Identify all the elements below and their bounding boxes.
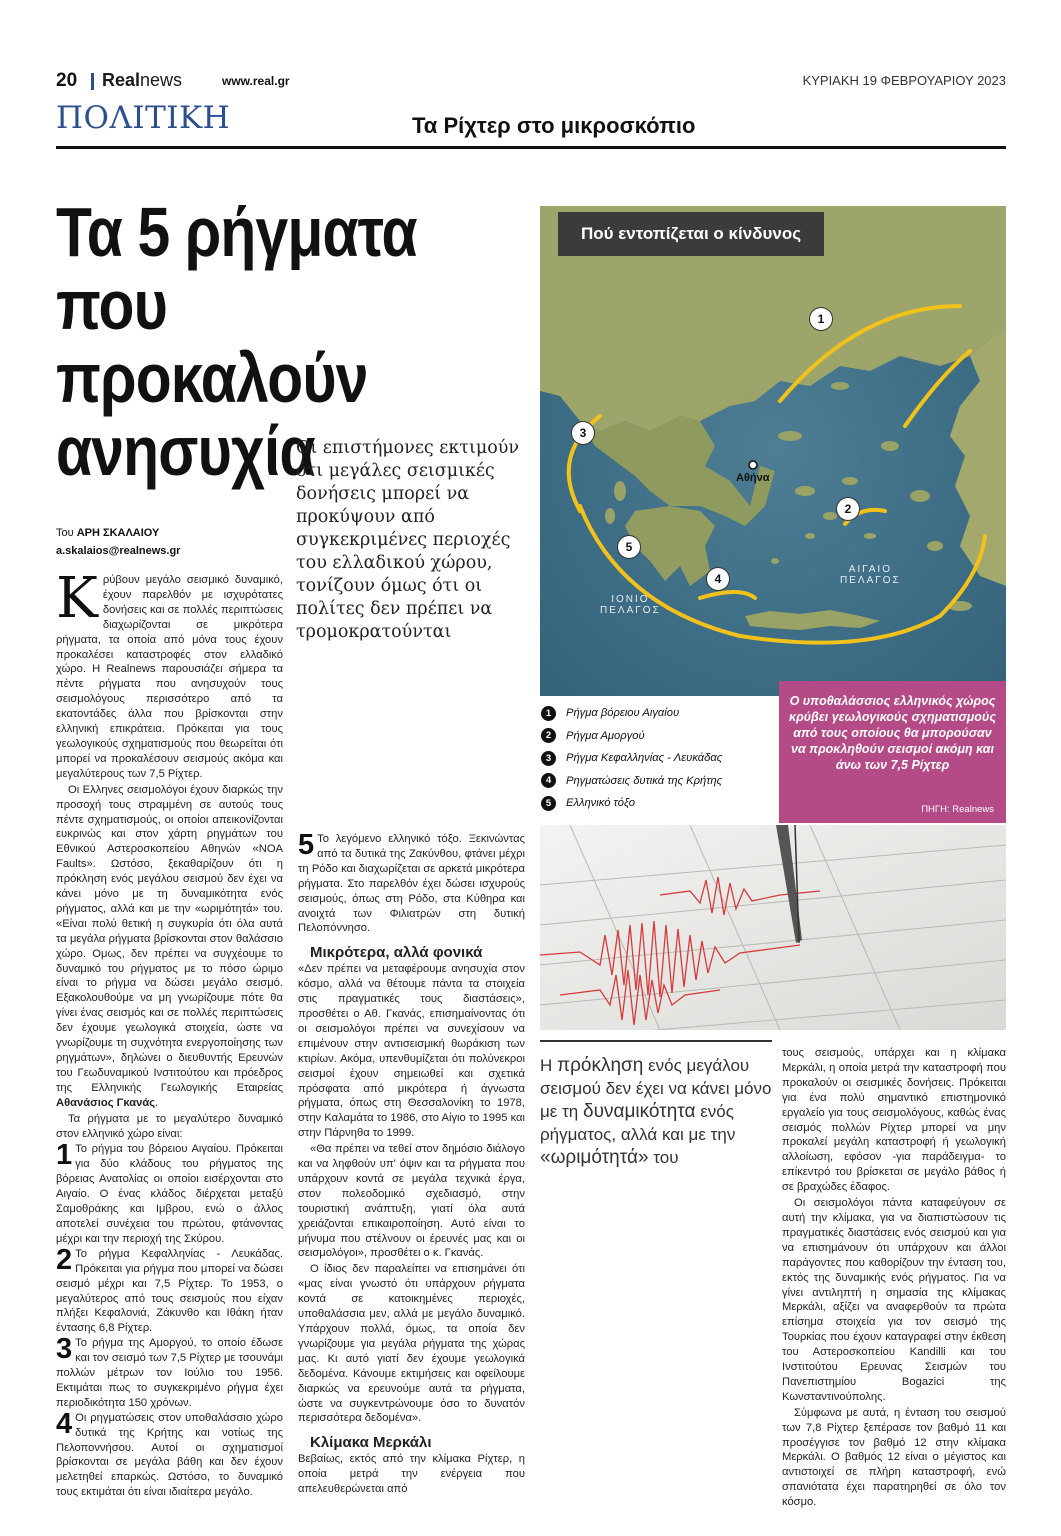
emphasis: δυναμικότητα bbox=[583, 1101, 696, 1122]
map-marker-5: 5 bbox=[618, 536, 640, 558]
fault-item: 5 Το λεγόμενο ελληνικό τόξο. Ξεκινώντας από τα δυτικά της Ζακύνθου, φτάνει μέχρι τη Ρόδο και διαχωρίζεται σε αρκετά μικρότερα ρήγματα. Στο παρελθόν έχει δώσει ισχυρούς σεισμούς, όπως στη Ρόδο, στα Κύθηρα και ανοιχτά των Φιλιατρών στη δυτική Πελοπόννησο. bbox=[298, 829, 525, 935]
legend-item: 2 Ρήγμα Αμοργού bbox=[541, 725, 773, 748]
paragraph: «Δεν πρέπει να μεταφέρουμε ανησυχία στον κόσμο, αλλά να θέτουμε πάντα τα στοιχεία στις πραγματικές τους διαστάσεις», προσθέτει ο Αθ. Γκανάς, επισημαίνοντας ότι οι σεισμολόγοι πρέπει να συνεχίσουν να επιμένουν στην αντισεισμική θωράκιση των κτιρίων. Ακόμα, υπενθυμίζεται ότι πολύνεκροι σεισμοί έχουν σημειωθεί και σχετικά πρόσφατα από μικρότερα ή άγνωστα ρήγματα, όπως στη Θεσσαλονίκη το 1978, στην Καλαμάτα το 1986, στο Αίγιο το 1995 και στην Πάρνηθα το 1999. bbox=[298, 963, 525, 1140]
legend-item: 4 Ρηγματώσεις δυτικά της Κρήτης bbox=[541, 770, 773, 793]
fault-item: 2 Το ρήγμα Κεφαλληνίας - Λευκάδας. Πρόκειται για ρήγμα που μπορεί να δώσει σεισμό μέχρι και 7,5 Ρίχτερ. Το 1953, ο μεγαλύτερος από τους σεισμούς που είχαν πλήξει Κεφαλονιά, Ζάκυνθο και Ιθάκη ήταν έντασης 6,8 Ρίχτερ. bbox=[56, 1243, 283, 1335]
brand-bold: Real bbox=[102, 70, 141, 90]
paragraph: Οι σεισμολόγοι πάντα καταφεύγουν σε αυτή την κλίμακα, για να διαπιστώσουν τις πραγματικές διαστάσεις ενός σεισμού και για να επισημάνουν ότι υπάρχουν και άλλοι παράγοντες που καθορίζουν την ένταση του, εκτός της δυναμικής ενός ρήγματος. Για να γίνει αντιληπτή η σημασία της κλίμακας Μερκάλι, αξίζει να αναφερθούν τα πρώτα επίσημα στοιχεία για τον σεισμό της Τουρκίας που έχουν καταγραφεί στην έκθεση του Αστεροσκοπείου Kandilli και του Ινστιτούτου Ερευνας Σεισμών του Πανεπιστημίου Bogazici της Κωνσταντινούπολης. bbox=[782, 1197, 1006, 1403]
map-graphic bbox=[540, 206, 1006, 696]
fault-item: 3 Το ρήγμα της Αμοργού, το οποίο έδωσε και τον σεισμό των 7,5 Ρίχτερ με τσουνάμι πολλών μέτρων τον Ιούλιο του 1956. Εκτιμάται πως το συγκεκριμένο ρήγμα έχει περιοδικότητα 150 χρόνων. bbox=[56, 1333, 283, 1409]
fault-item: 4 Οι ρηγματώσεις στον υποθαλάσσιο χώρο δυτικά της Κρήτης και νοτίως της Πελοποννήσου. Αυτοί οι σχηματισμοί βρίσκονται σε μεγάλα βάθη και δεν έχουν μελετηθεί επαρκώς. Ωστόσο, το δυναμικό τους εκτιμάται ότι είναι ιδιαίτερα μεγάλο. bbox=[56, 1407, 283, 1499]
infobox-source: ΠΗΓΗ: Realnews bbox=[921, 804, 994, 815]
athens-marker bbox=[749, 461, 757, 469]
infobox-text: Ο υποθαλάσσιος ελληνικός χώρος κρύβει γεωλογικούς σχηματισμούς από τους οποίους θα μπορούσαν να προκληθούν σεισμοί ακόμη και άνω των 7,5 Ρίχτερ bbox=[789, 694, 996, 772]
greece-map bbox=[540, 206, 1006, 696]
brand-light: news bbox=[140, 70, 183, 90]
page-header bbox=[56, 70, 1006, 92]
athens-label: Αθήνα bbox=[736, 472, 770, 484]
paragraph: Σύμφωνα με αυτά, η ένταση του σεισμού των 7,8 Ρίχτερ ξεπέρασε τον βαθμό 11 και προσέγγισε τον βαθμό 12 στην κλίμακα Μερκάλι. Ο βαθμός 12 είναι ο μέγιστος και αντιστοιχεί σε πλήρη καταστροφή, ενώ σπανιότατα έχει παρατηρηθεί σε όλο τον κόσμο. bbox=[782, 1406, 1006, 1509]
infobox bbox=[779, 681, 1006, 823]
map-marker-4: 4 bbox=[707, 568, 729, 590]
fault-item: 1 Το ρήγμα του βόρειου Αιγαίου. Πρόκειται για δύο κλάδους του ρήγματος της βόρειας Ανατολίας οι οποίοι εισέρχονται στο Αιγαίο. Ο ένας κλάδος διέρχεται μεταξύ Σαμοθράκης και Ιμβρου, ενώ ο άλλος αποτελεί συνέχεια του πρώτου, φτάνοντας μέχρι και την περιοχή της Σκύρου. bbox=[56, 1139, 283, 1245]
map-legend bbox=[541, 702, 773, 815]
header-divider bbox=[91, 73, 94, 90]
aegean-label: ΑΙΓΑΙΟ ΠΕΛΑΓΟΣ bbox=[840, 564, 901, 586]
legend-item: 1 Ρήγμα βόρειου Αιγαίου bbox=[541, 702, 773, 725]
byline-email[interactable]: a.skalaios@realnews.gr bbox=[56, 545, 181, 557]
ionian-label: ΙΟΝΙΟ ΠΕΛΑΓΟΣ bbox=[600, 594, 661, 616]
section-title: ΠΟΛΙΤΙΚΗ bbox=[56, 100, 231, 136]
byline-author: ΑΡΗ ΣΚΑΛΑΙΟΥ bbox=[76, 527, 160, 539]
paragraph: τους σεισμούς, υπάρχει και η κλίμακα Μερκάλι, η οποία μετρά την καταστροφή που προκαλούν οι σεισμικές δονήσεις. Πρόκειται για ένα πολύ σημαντικό επιστημονικό εργαλείο για τους σεισμολόγους, καθώς ένας σεισμός πολλών Ρίχτερ μπορεί να μην προκαλεί μεγάλη καταστροφή ή γεωλογική αλλοίωση, εφόσον -για παράδειγμα- το επίκεντρό του βρίσκεται σε μεγάλο βάθος ή σε βραχώδες έδαφος. bbox=[782, 1047, 1006, 1194]
headline-line-3: ανησυχία bbox=[56, 412, 315, 490]
legend-item: 3 Ρήγμα Κεφαλληνίας - Λευκάδας bbox=[541, 747, 773, 770]
legend-item: 5 Ελληνικό τόξο bbox=[541, 792, 773, 815]
standfirst: Οι επιστήμονες εκτιμούν ότι μεγάλες σεισμικές δονήσεις μπορεί να προκύψουν από συγκεκριμένες περιοχές του ελλαδικού χώρου, τονίζουν όμως ότι οι πολίτες δεν πρέπει να τρομοκρατούνται bbox=[296, 438, 520, 642]
brand-logo bbox=[102, 70, 182, 91]
paragraph: Τα ρήγματα με το μεγαλύτερο δυναμικό στον ελληνικό χώρο είναι: bbox=[56, 1112, 283, 1140]
byline-prefix: Του bbox=[56, 527, 77, 539]
brand-url: www.real.gr bbox=[222, 74, 290, 88]
emphasis: «ωριμότητά» bbox=[540, 1147, 649, 1168]
header-rule bbox=[56, 146, 1006, 149]
article-column-2 bbox=[298, 829, 525, 1498]
map-marker-3: 3 bbox=[572, 422, 594, 444]
map-marker-2: 2 bbox=[837, 498, 859, 520]
paragraph: «Θα πρέπει να τεθεί στον δημόσιο διάλογο και να ληφθούν υπ' όψιν και τα ρήγματα που υπάρχουν κοντά σε μεγάλα τεχνικά έργα, στον πολεοδομικό σχεδιασμό, στην τουριστική ανάπτυξη, γιατί όλα αυτά χρειάζονται επικαιροποίηση. Αυτό είναι το μήνυμα που στέλνουν οι έρευνές μας και οι σεισμολόγοι», προσθέτει ο κ. Γκανάς. bbox=[298, 1143, 525, 1260]
emphasis: πρόκληση bbox=[557, 1055, 644, 1076]
page-number: 20 bbox=[56, 70, 78, 91]
subheading: Κλίμακα Μερκάλι bbox=[310, 1434, 432, 1452]
paragraph: Οι Ελληνες σεισμολόγοι έχουν διαρκώς την προσοχή τους στραμμένη σε αυτούς τους πέντε σχηματισμούς, οι οποίοι απεικονίζονται ευκρινώς και στον χάρτη ρηγμάτων του Εθνικού Αστεροσκοπείου Αθηνών «NOA Faults». Ωστόσο, ξεκαθαρίζουν ότι η πρόκληση ενός μεγάλου σεισμού δεν έχει να κάνει μόνο με τη δυναμικότητα ενός ρήγματος, αλλά και με την «ωριμότητά» του. «Είναι πολύ θετική η συγκυρία ότι όλα αυτά τα μεγάλα ρήγματα βρίσκονται στον θαλάσσιο χώρο. Ομως, δεν πρέπει να συγχέουμε το δυναμικό του ρήγματος με το πόσο ώριμο είναι το ρήγμα να δώσει μεγάλο σεισμό. Εξακολουθούμε να μη γνωρίζουμε πότε θα γίνει ένας σεισμός και σε πολλές περιπτώσεις δεν έχουμε γεωλογικά στοιχεία, ώστε να γνωρίζουμε τη συχνότητα ενεργοποίησης των ρηγμάτων», δηλώνει ο διευθυντής Ερευνών του Γεωδυναμικού Ινστιτούτου και πρόεδρος της Ελληνικής Γεωλογικής Εταιρείας Αθανάσιος Γκανάς. bbox=[56, 783, 283, 1109]
headline-line-2: που προκαλούν bbox=[56, 266, 368, 417]
seismograph-photo bbox=[540, 825, 1006, 1030]
article-column-1 bbox=[56, 566, 283, 1500]
article-column-4 bbox=[782, 1046, 1006, 1511]
drop-cap: Κ bbox=[56, 566, 98, 631]
issue-date: ΚΥΡΙΑΚΗ 19 ΦΕΒΡΟΥΑΡΙΟΥ 2023 bbox=[802, 73, 1006, 88]
headline-line-1: Τα 5 ρήγματα bbox=[56, 193, 417, 271]
subheading: Μικρότερα, αλλά φονικά bbox=[310, 944, 483, 962]
intro-paragraph: Κρύβουν μεγάλο σεισμικό δυναμικό, έχουν παρελθόν με ισχυρότατες δονήσεις και σε πολλές περιπτώσεις διαχωρίζονται σε μικρότερα ρήγματα, τα οποία από μόνα τους έχουν προκαλέσει καταστροφές στον ελλαδικό χώρο. Η Realnews παρουσιάζει σήμερα τα πέντε ρήγματα που ανησυχούν τους σεισμολόγους περισσότερο από τα εκατοντάδες άλλα που βρίσκονται στην ελληνική επικράτεια. Πρόκειται για τους γεωλογικούς σχηματισμούς που θεωρείται ότι μπορεί να προκαλέσουν σεισμούς ακόμα και μεγαλύτερους των 7,5 Ρίχτερ. bbox=[56, 566, 283, 780]
section-topic: Τα Ρίχτερ στο μικροσκόπιο bbox=[412, 113, 696, 138]
byline bbox=[56, 527, 159, 539]
expert-name: Αθανάσιος Γκανάς bbox=[56, 1096, 156, 1109]
map-title: Πού εντοπίζεται ο κίνδυνος bbox=[558, 212, 824, 256]
map-marker-1: 1 bbox=[810, 308, 832, 330]
paragraph: Βεβαίως, εκτός από την κλίμακα Ρίχτερ, η οποία μετρά την ενέργεια που απελευθερώνεται από bbox=[298, 1453, 525, 1496]
paragraph: Ο ίδιος δεν παραλείπει να επισημάνει ότι «μας είναι γνωστό ότι υπάρχουν ρήγματα κοντά σε κατοικημένες περιοχές, υποθαλάσσια μεν, αλλά με μεγάλο δυναμικό. Υπάρχουν πολλά, όμως, τα οποία δεν γνωρίζουμε για μεγάλα ρήγματα της χώρας μας. Κι αυτό γιατί δεν έχουμε γεωλογικά δεδομένα. Κάνουμε εκτιμήσεις και οφείλουμε διαρκώς να ερευνούμε αυτά τα ρήγματα, ώστε να συγκεντρώνουμε όσο το δυνατόν περισσότερα δεδομένα». bbox=[298, 1263, 525, 1425]
pull-quote: Η πρόκληση ενός μεγάλου σεισμού δεν έχει να κάνει μόνο με τη δυναμικότητα ενός ρήγματος, αλλά και με την «ωριμότητά» του bbox=[540, 1040, 772, 1169]
